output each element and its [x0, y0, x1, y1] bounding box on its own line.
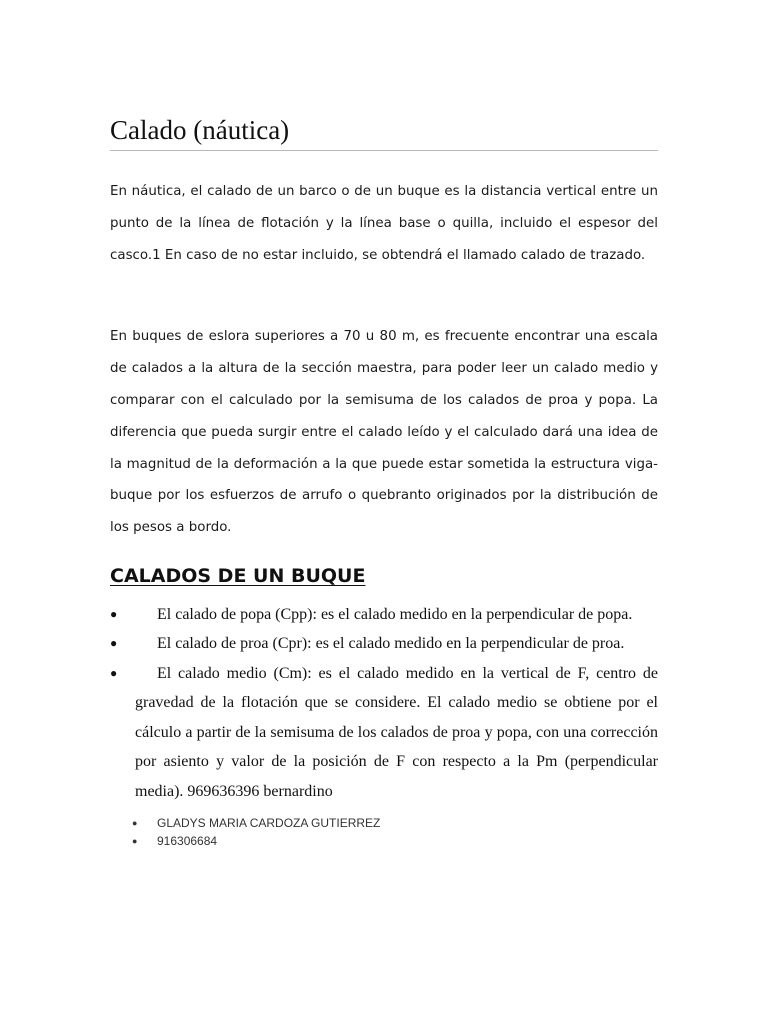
list-item-text: El calado medio (Cm): es el calado medido en la vertical de F, centro de gravedad de la flotación que se considere. El calado medio se obtiene por el cálculo a partir de la semisuma de los calados de proa y popa, con una corrección por asiento y valor de la posición de F con respecto a la Pm (perpendicular media). 969636396 bernardino: [135, 664, 658, 800]
bullet-icon: ●: [110, 606, 118, 621]
draft-types-list: [110, 600, 658, 807]
draft-scale-paragraph: En buques de eslora superiores a 70 u 80 m, es frecuente encontrar una escala de calados a la altura de la sección maestra, para poder leer un calado medio y comparar con el calculado por la semisuma de los calados de proa y popa. La diferencia que pueda surgir entre el calado leído y el calculado dará una idea de la magnitud de la deformación a la que puede estar sometida la estructura viga-buque por los esfuerzos de arrufo o quebranto originados por la distribución de los pesos a bordo.: [110, 329, 658, 536]
bullet-icon: ●: [132, 836, 138, 847]
contact-phone: 916306684: [157, 834, 218, 849]
list-item-text: El calado de popa (Cpp): es el calado medido en la perpendicular de popa.: [157, 605, 633, 623]
list-item: [110, 814, 658, 832]
intro-paragraph: En náutica, el calado de un barco o de un buque es la distancia vertical entre un punto de la línea de flotación y la línea base o quilla, incluido el espesor del casco.1 En caso de no estar incluido, se obtendrá el llamado calado de trazado.: [110, 184, 658, 263]
bullet-icon: ●: [132, 818, 138, 829]
section-heading: CALADOS DE UN BUQUE: [110, 564, 366, 587]
list-item: [110, 600, 658, 630]
list-item-text: El calado de proa (Cpr): es el calado medido en la perpendicular de proa.: [157, 635, 625, 653]
list-item: [110, 832, 658, 850]
bullet-icon: ●: [110, 665, 118, 680]
list-item: [110, 629, 658, 659]
contact-name: GLADYS MARIA CARDOZA GUTIERREZ: [157, 816, 381, 831]
document-page: [110, 112, 658, 850]
document-title: Calado (náutica): [110, 112, 658, 151]
bullet-icon: ●: [110, 636, 118, 651]
list-item: [110, 659, 658, 807]
contact-list: [110, 814, 658, 850]
